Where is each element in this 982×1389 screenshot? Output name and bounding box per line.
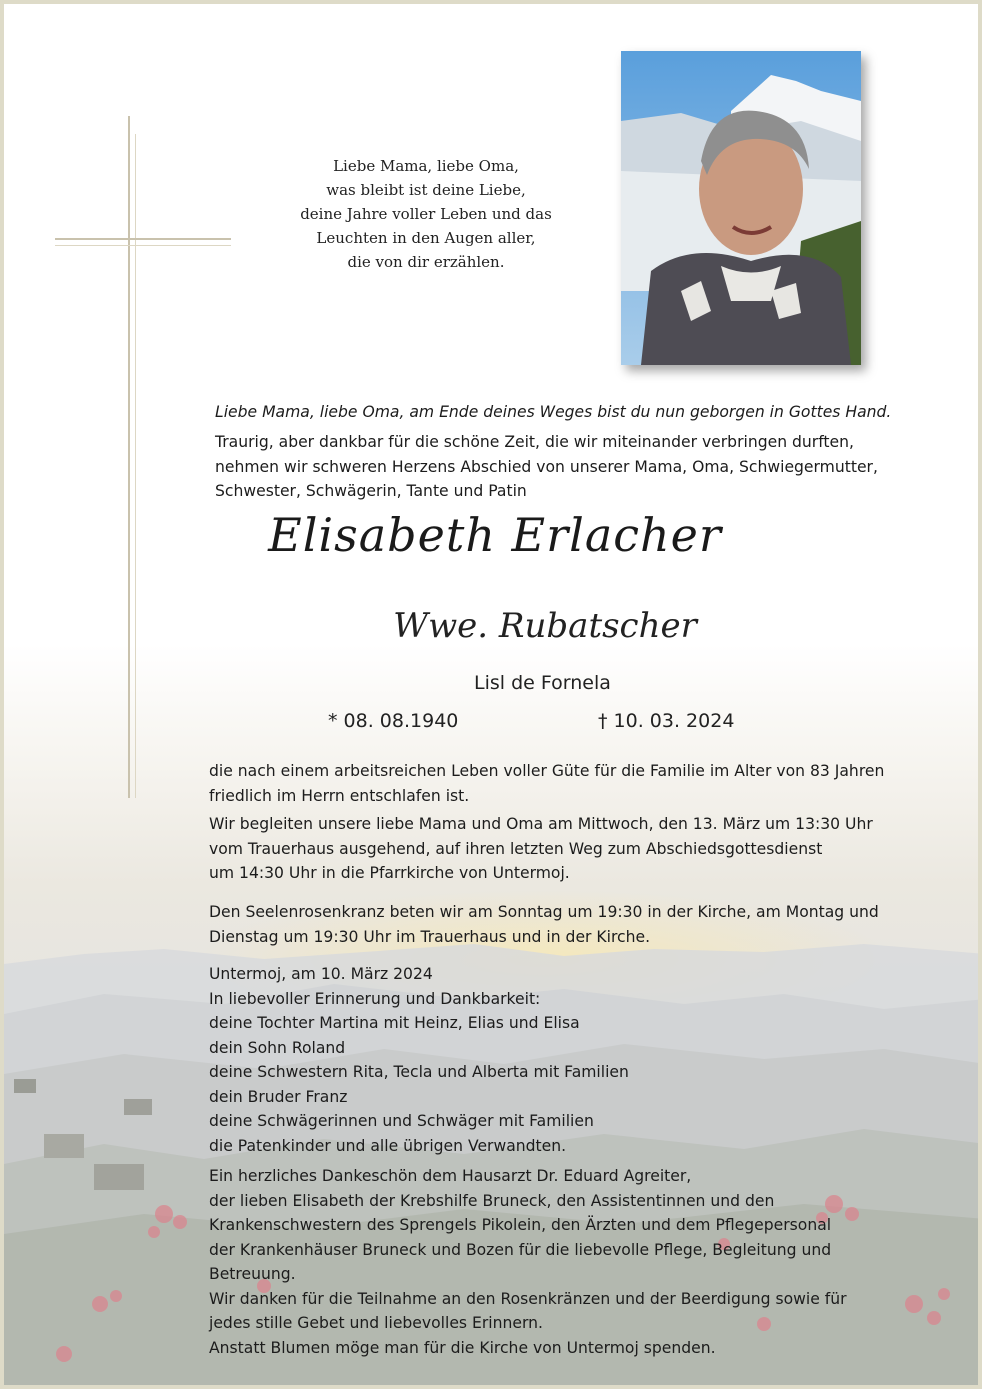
memorial-poem: Liebe Mama, liebe Oma, was bleibt ist deine Liebe, deine Jahre voller Leben und das Leuchten in den Augen aller, die von dir erzählen.: [300, 157, 552, 271]
family-paragraph: Untermoj, am 10. März 2024 In liebevoller Erinnerung und Dankbarkeit: deine Tochter Martina mit Heinz, Elias und Elisa dein Sohn Roland deine Schwestern Rita, Tecla und Alberta mit Familien dein Bruder Franz deine Schwägerinnen und Schwäger mit Familien die Patenkinder und alle übrigen Verwandten.: [209, 965, 629, 1155]
funeral-paragraph: Wir begleiten unsere liebe Mama und Oma am Mittwoch, den 13. März um 13:30 Uhr vom Trauerhaus ausgehend, auf ihren letzten Weg zum Abschiedsgottesdienst um 14:30 Uhr in die Pfarrkirche von Untermoj.: [209, 815, 873, 882]
death-date: † 10. 03. 2024: [598, 710, 735, 732]
portrait-photo: [621, 51, 861, 365]
birth-date: * 08. 08.1940: [328, 710, 459, 732]
widow-name: Wwe. Rubatscher: [393, 606, 697, 646]
intro-paragraph: Traurig, aber dankbar für die schöne Zeit, die wir miteinander verbringen durften, nehmen wir schweren Herzens Abschied von unserer Mama, Oma, Schwiegermutter, Schwester, Schwägerin, Tante und Patin: [215, 433, 878, 500]
cross-vertical-shadow: [135, 134, 136, 798]
thanks-paragraph: Ein herzliches Dankeschön dem Hausarzt Dr. Eduard Agreiter, der lieben Elisabeth der Krebshilfe Bruneck, den Assistentinnen und den Krankenschwestern des Sprengels Pikolein, den Ärzten und dem Pflegepersonal der Krankenhäuser Bruneck und Bozen für die liebevolle Pflege, Begleitung und Betreuung. Wir danken für die Teilnahme an den Rosenkränzen und der Beerdigung sowie für jedes stille Gebet und liebevolles Erinnern. Anstatt Blumen möge man für die Kirche von Untermoj spenden.: [209, 1167, 847, 1357]
passing-paragraph: die nach einem arbeitsreichen Leben voller Güte für die Familie im Alter von 83 Jahren friedlich im Herrn entschlafen ist.: [209, 762, 885, 805]
cross-horizontal-beam: [55, 238, 231, 240]
deceased-name: Elisabeth Erlacher: [268, 508, 722, 562]
nickname: Lisl de Fornela: [474, 672, 611, 694]
intro-italic-line: Liebe Mama, liebe Oma, am Ende deines Weges bist du nun geborgen in Gottes Hand.: [215, 403, 892, 421]
rosary-paragraph: Den Seelenrosenkranz beten wir am Sonntag um 19:30 in der Kirche, am Montag und Dienstag um 19:30 Uhr im Trauerhaus und in der Kirche.: [209, 903, 879, 946]
cross-vertical-beam: [128, 116, 130, 798]
cross-horizontal-shadow: [55, 245, 231, 246]
